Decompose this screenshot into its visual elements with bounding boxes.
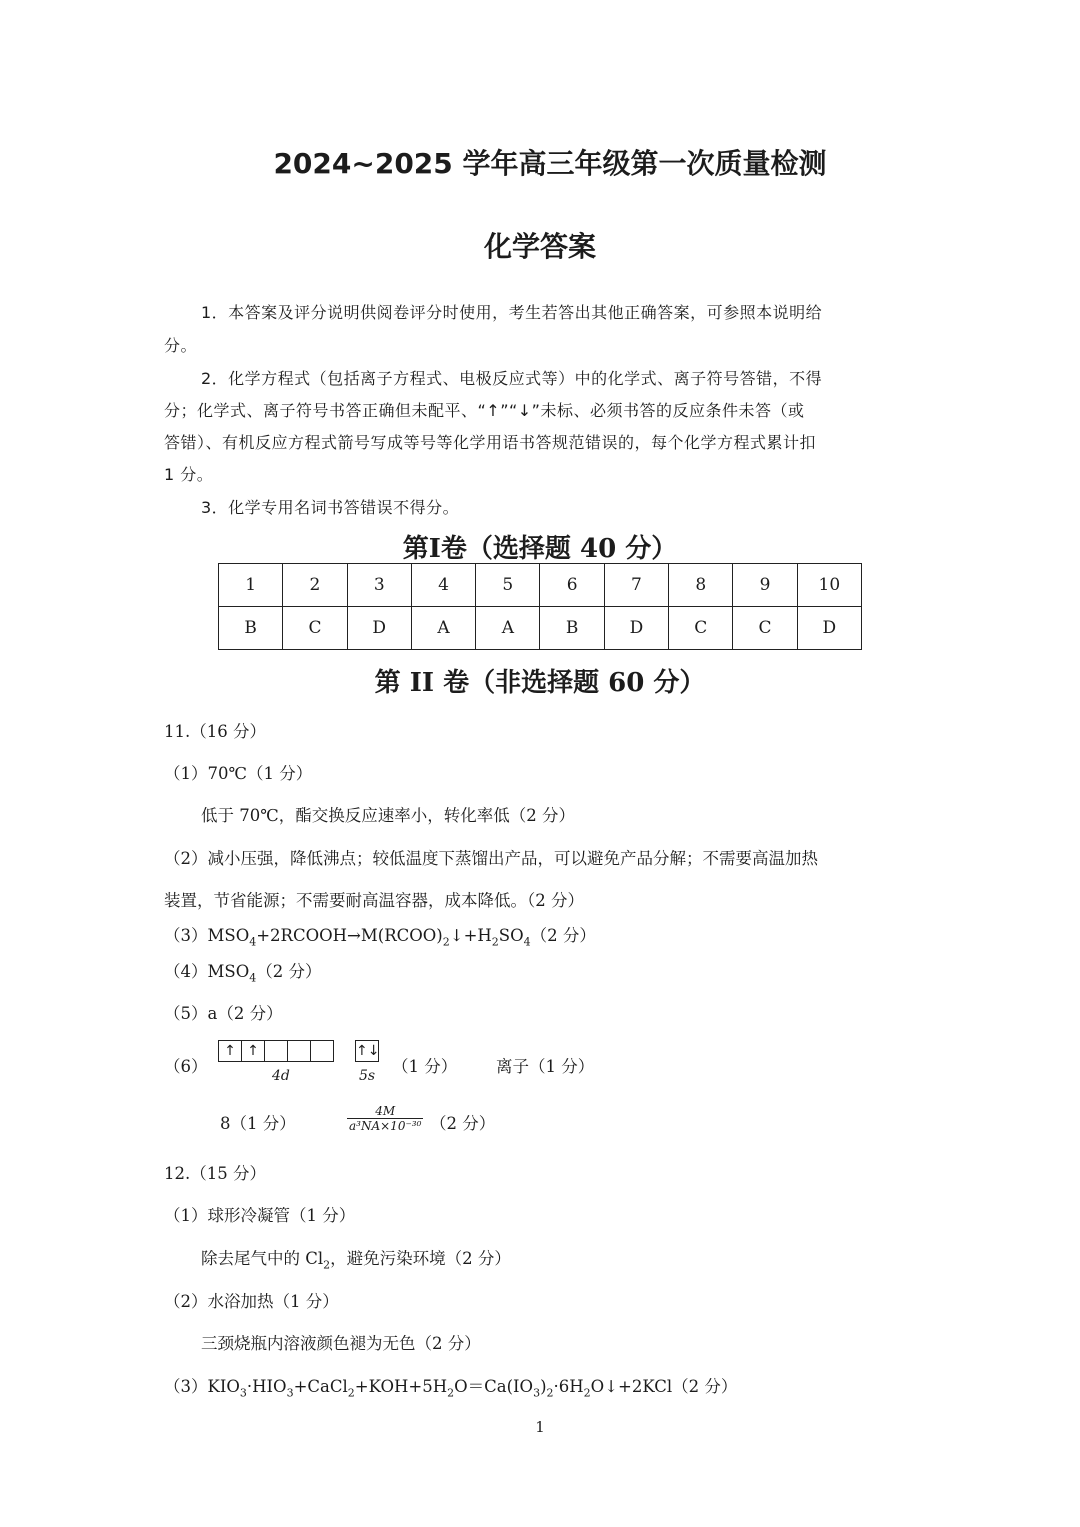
answer-cell: C	[283, 607, 347, 650]
note-2-line-2: 分；化学式、离子符号书答正确但未配平、“↑”“↓”未标、必须书答的反应条件未答（或	[164, 401, 805, 420]
orbital-box	[287, 1040, 311, 1062]
fraction	[347, 1104, 423, 1133]
section-2-heading: 第 II 卷（非选择题 60 分）	[374, 668, 706, 698]
answer-cell: A	[411, 607, 475, 650]
orbital-box: ↑	[218, 1040, 242, 1062]
note-3: 3．化学专用名词书答错误不得分。	[201, 498, 460, 517]
q11-part6-label: （6）	[164, 1057, 208, 1076]
q11-part6-formula-score: （2 分）	[430, 1114, 496, 1133]
note-1-line-2: 分。	[164, 336, 198, 355]
q12-part1-reason: 除去尾气中的 $Cl_2$，避免污染环境（2 分）	[201, 1249, 511, 1272]
answer-table	[218, 563, 862, 650]
section-1-heading: 第Ⅰ卷（选择题 40 分）	[402, 534, 678, 564]
orbital-box: ↑↓	[355, 1040, 379, 1062]
q11-part2-line1: （2）减小压强，降低沸点；较低温度下蒸馏出产品，可以避免产品分解；不需要高温加热	[164, 849, 818, 868]
answer-cell: B	[219, 607, 283, 650]
orbital-diagram-4d	[218, 1040, 333, 1062]
question-number: 5	[476, 564, 540, 607]
fraction-denominator: a³NA×10⁻³⁰	[349, 1119, 422, 1133]
q11-part5-answer: （5）a（2 分）	[164, 1004, 283, 1023]
q12-part2-phenomenon: 三颈烧瓶内溶液颜色褪为无色（2 分）	[201, 1334, 481, 1353]
q11-header: 11.（16 分）	[164, 722, 266, 741]
question-number: 7	[604, 564, 668, 607]
density-formula	[347, 1104, 423, 1133]
q11-part4-answer: $(4)MSO_4(2$ 分）	[164, 962, 322, 985]
q11-part6-ion: 离子（1 分）	[496, 1057, 595, 1076]
answer-cell: B	[540, 607, 604, 650]
answer-table-answer-row	[219, 607, 862, 650]
answer-table-number-row	[219, 564, 862, 607]
question-number: 10	[797, 564, 861, 607]
q11-part1-reason: 低于 70℃，酯交换反应速率小，转化率低（2 分）	[201, 806, 575, 825]
orbital-box	[310, 1040, 334, 1062]
q11-part2-line2: 装置，节省能源；不需要耐高温容器，成本降低。（2 分）	[164, 891, 584, 910]
orbital-box	[264, 1040, 288, 1062]
q11-part6-coordination: 8（1 分）	[220, 1114, 296, 1133]
q12-header: 12.（15 分）	[164, 1164, 266, 1183]
answer-cell: D	[797, 607, 861, 650]
answer-cell: D	[604, 607, 668, 650]
question-number: 8	[669, 564, 733, 607]
q11-part1-answer: （1）70℃（1 分）	[164, 764, 313, 783]
q12-part2-answer: （2）水浴加热（1 分）	[164, 1292, 339, 1311]
orbital-box: ↑	[241, 1040, 265, 1062]
orbital-label-5s: 5s	[359, 1068, 376, 1084]
q11-part3-equation: $(3)MSO_4+2RCOOH\to M(RCOO)_2↓+H_2SO_4(2$ 分）	[164, 926, 596, 949]
note-2-line-1: 2．化学方程式（包括离子方程式、电极反应式等）中的化学式、离子符号答错，不得	[201, 369, 823, 388]
question-number: 1	[219, 564, 283, 607]
page-subtitle: 化学答案	[483, 230, 596, 263]
orbital-diagram-5s	[355, 1040, 378, 1062]
answer-cell: D	[347, 607, 411, 650]
answer-cell: C	[669, 607, 733, 650]
fraction-numerator: 4M	[347, 1104, 423, 1119]
orbital-label-4d: 4d	[272, 1068, 290, 1084]
page-title: 2024~2025 学年高三年级第一次质量检测	[273, 147, 827, 180]
q11-part6-score: （1 分）	[392, 1057, 458, 1076]
note-2-line-4: 1 分。	[164, 465, 214, 484]
question-number: 9	[733, 564, 797, 607]
q12-part1-answer: （1）球形冷凝管（1 分）	[164, 1206, 356, 1225]
question-number: 6	[540, 564, 604, 607]
question-number: 4	[411, 564, 475, 607]
answer-cell: C	[733, 607, 797, 650]
answer-cell: A	[476, 607, 540, 650]
note-1-line-1: 1．本答案及评分说明供阅卷评分时使用，考生若答出其他正确答案，可参照本说明给	[201, 303, 823, 322]
question-number: 3	[347, 564, 411, 607]
page-number: 1	[535, 1418, 545, 1436]
note-2-line-3: 答错）、有机反应方程式箭号写成等号等化学用语书答规范错误的，每个化学方程式累计扣	[164, 433, 817, 452]
question-number: 2	[283, 564, 347, 607]
q12-part3-equation: $(3)KIO_3\cdot HIO_3+CaCl_2+KOH+5H_2O=Ca(IO_3)_2\cdot 6H_2O↓+2KCl(2$ 分）	[164, 1377, 738, 1400]
